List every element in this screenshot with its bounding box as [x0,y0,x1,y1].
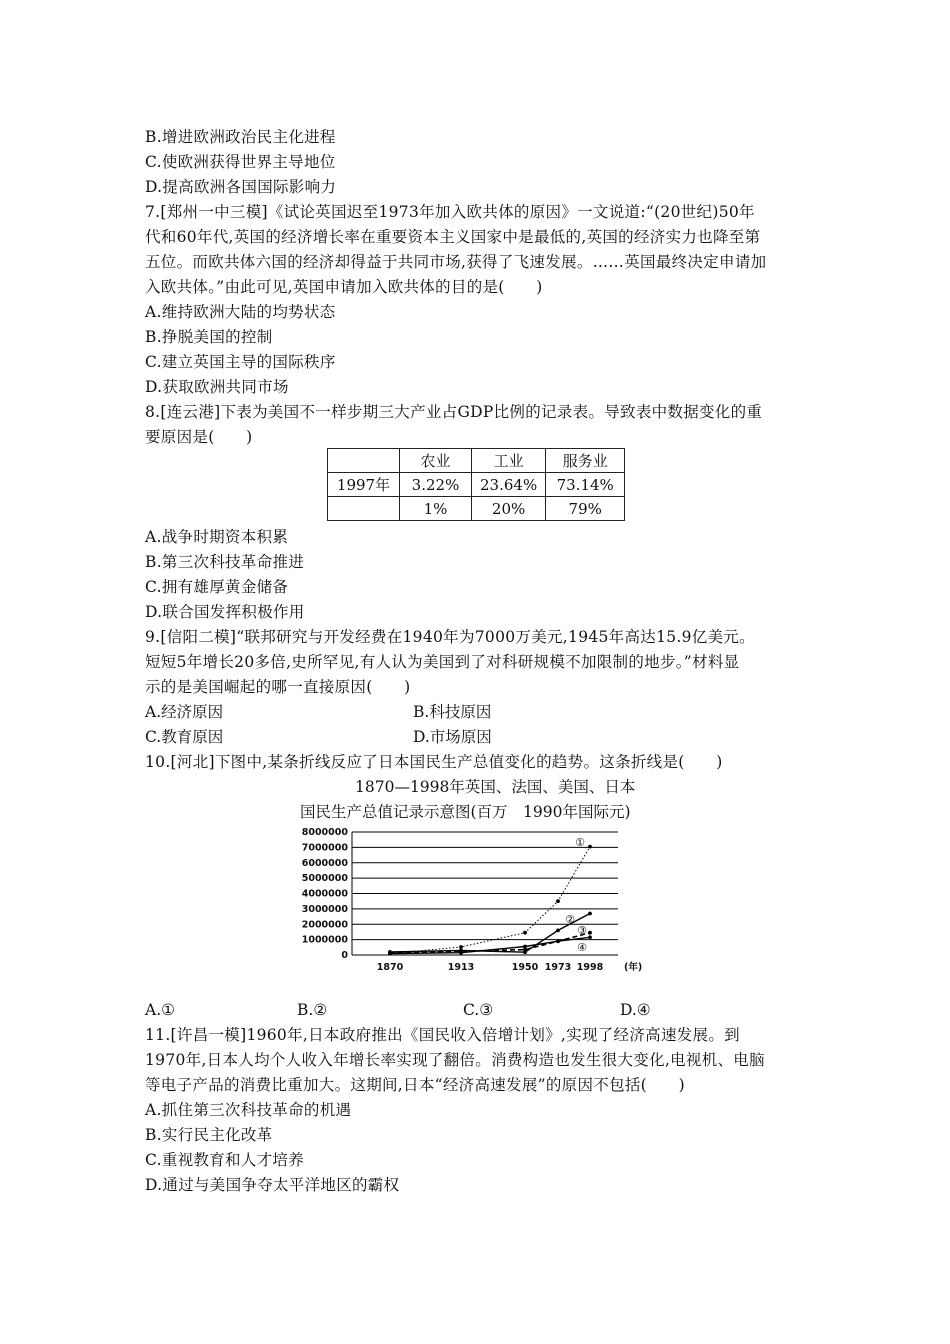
q11-stem-line-1: 11.[许昌一模]1960年,日本政府推出《国民收入倍增计划》,实现了经济高速发展。到 [145,1026,740,1044]
y-tick-label: 6000000 [301,857,348,869]
y-tick-label: 0 [341,950,348,961]
series-label-2: ② [565,913,575,926]
table-cell [328,497,400,521]
series-line-2 [390,914,590,953]
q10-option-b: B.② [297,1001,328,1019]
q11-option-a: A.抓住第三次科技革命的机遇 [145,1101,352,1119]
series-1-point [523,931,527,935]
table-header-cell [328,449,400,473]
q6-option-c: C.使欧洲获得世界主导地位 [145,153,336,171]
q9-stem-line-1: 9.[信阳二模]“联邦研究与开发经费在1940年为7000万美元,1945年高达15.9亿美元。 [145,628,755,646]
series-1-point [556,899,560,903]
series-4-point [523,945,527,949]
q8-stem-line-1: 8.[连云港]下表为美国不一样步期三大产业占GDP比例的记录表。导致表中数据变化的重 [145,403,763,421]
series-2-point [556,929,560,933]
q8-option-b: B.第三次科技革命推进 [145,553,305,571]
y-tick-label: 4000000 [301,888,348,900]
q7-option-c: C.建立英国主导的国际秩序 [145,353,336,371]
q6-option-d: D.提高欧洲各国国际影响力 [145,178,337,196]
x-tick-label: 1913 [447,962,475,973]
q10-option-a: A.① [145,1001,176,1019]
series-4-point [388,952,392,956]
q9-option-a: A.经济原因 [145,703,224,721]
q9-option-b: B.科技原因 [413,703,492,721]
series-label-3: ③ [577,924,587,937]
q11-option-d: D.通过与美国争夺太平洋地区的霸权 [145,1176,400,1194]
q10-option-d: D.④ [620,1001,651,1019]
y-tick-label: 3000000 [301,903,348,915]
table-cell: 3.22% [400,473,472,497]
table-cell: 1997年 [328,473,400,497]
series-4-point [459,951,463,955]
y-tick-label: 5000000 [301,873,348,885]
q8-stem-line-2: 要原因是( ) [145,428,253,446]
x-tick-label: 1950 [511,962,539,973]
q11-stem-line-3: 等电子产品的消费比重加大。这期间,日本“经济高速发展”的原因不包括( ) [145,1076,685,1094]
q9-option-c: C.教育原因 [145,728,224,746]
table-header-cell: 工业 [472,449,546,473]
series-3-point [588,931,592,935]
x-tick-label: 1870 [376,962,404,973]
q9-option-d: D.市场原因 [413,728,492,746]
q9-stem-line-2: 短短5年增长20多倍,史所罕见,有人认为美国到了对科研规模不加限制的地步。”材料显 [145,653,740,671]
q8-option-c: C.拥有雄厚黄金储备 [145,578,289,596]
series-label-4: ④ [577,941,587,954]
q6-option-b: B.增进欧洲政治民主化进程 [145,128,336,146]
table-row [328,497,625,521]
q7-stem-line-1: 7.[郑州一中三模]《试论英国迟至1973年加入欧共体的原因》一文说道:“(20世纪)50年 [145,203,755,221]
series-label-1: ① [575,836,585,849]
table-header-row [328,449,625,473]
q7-stem-line-4: 入欧共体。”由此可见,英国申请加入欧共体的目的是( ) [145,278,543,296]
series-1-point [588,845,592,849]
q7-option-d: D.获取欧洲共同市场 [145,378,289,396]
q10-option-c: C.③ [463,1001,494,1019]
q9-stem-line-3: 示的是美国崛起的哪一直接原因( ) [145,678,411,696]
q7-stem-line-2: 代和60年代,英国的经济增长率在重要资本主义国家中是最低的,英国的经济实力也降至第 [145,228,761,246]
x-tick-label: 1998 [576,962,604,973]
chart-title-line-2: 国民生产总值记录示意图(百万 1990年国际元) [300,803,631,821]
q8-option-d: D.联合国发挥积极作用 [145,603,305,621]
table-cell: 73.14% [546,473,625,497]
series-4-point [556,939,560,943]
series-2-point [588,912,592,916]
y-tick-label: 8000000 [301,827,348,838]
y-tick-label: 2000000 [301,919,348,931]
table-cell: 23.64% [472,473,546,497]
y-tick-label: 7000000 [301,842,348,854]
gnp-line-chart [290,822,670,982]
q11-option-c: C.重视教育和人才培养 [145,1151,305,1169]
series-1-point [459,945,463,949]
y-tick-label: 1000000 [301,934,348,946]
chart-title-line-1: 1870—1998年英国、法国、美国、日本 [355,778,636,796]
q11-option-b: B.实行民主化改革 [145,1126,273,1144]
q7-stem-line-3: 五位。而欧共体六国的经济却得益于共同市场,获得了飞速发展。……英国最终决定申请加 [145,253,767,271]
x-axis-unit-label: (年) [624,962,643,973]
q7-option-b: B.挣脱美国的控制 [145,328,273,346]
table-header-cell: 农业 [400,449,472,473]
table-cell: 20% [472,497,546,521]
q11-stem-line-2: 1970年,日本人均个人收入年增长率实现了翻倍。消费构造也发生很大变化,电视机、电脑 [145,1051,765,1069]
table-row [328,473,625,497]
gdp-share-table [327,448,625,521]
x-tick-label: 1973 [544,962,572,973]
series-4-point [588,935,592,939]
q8-option-a: A.战争时期资本积累 [145,528,289,546]
q7-option-a: A.维持欧洲大陆的均势状态 [145,303,336,321]
table-cell: 1% [400,497,472,521]
table-header-cell: 服务业 [546,449,625,473]
table-cell: 79% [546,497,625,521]
q10-stem: 10.[河北]下图中,某条折线反应了日本国民生产总值变化的趋势。这条折线是( ) [145,753,723,771]
